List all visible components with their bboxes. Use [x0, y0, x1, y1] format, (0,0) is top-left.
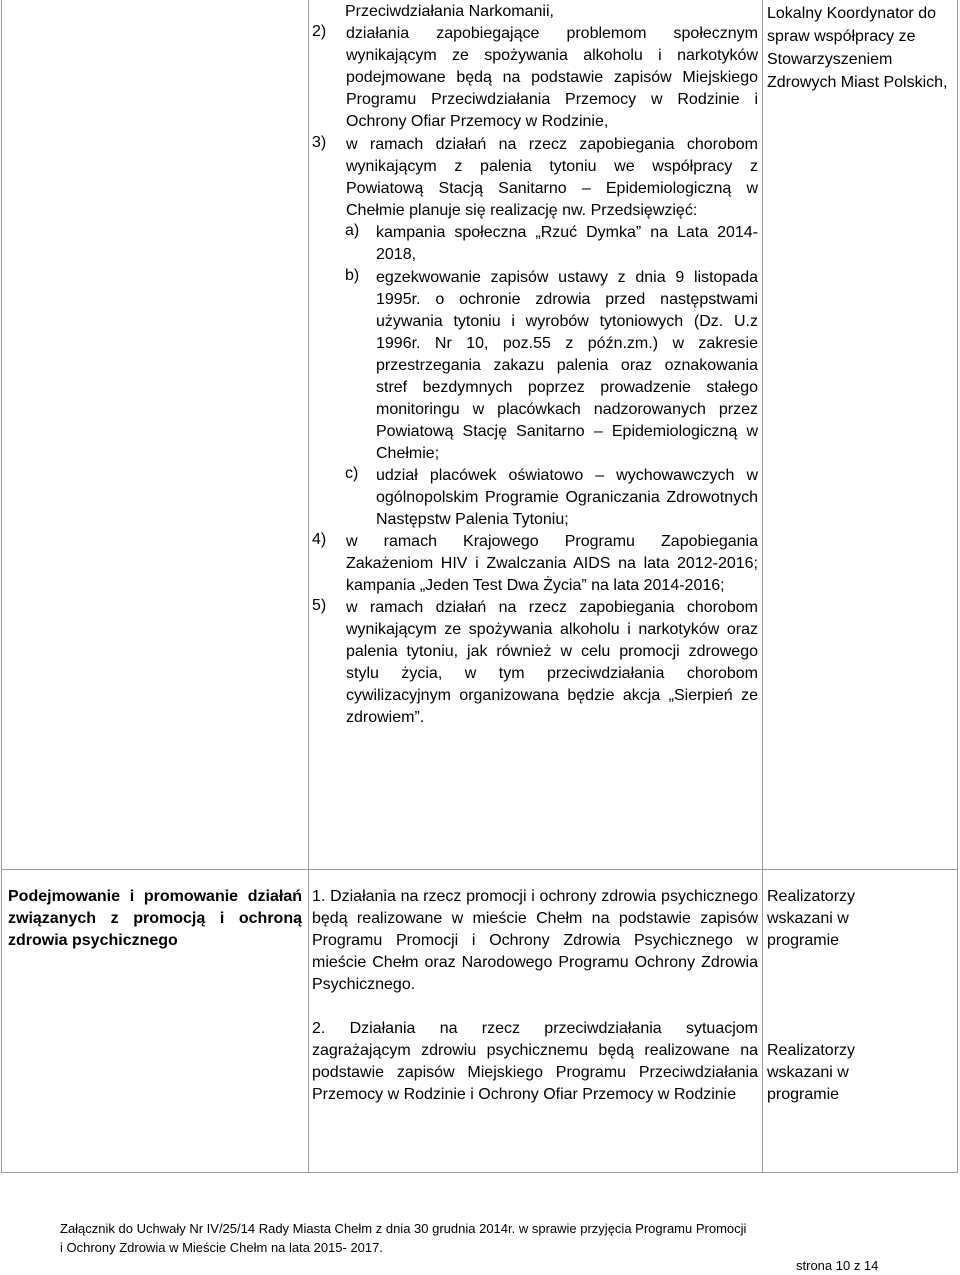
- table-divider-2: [762, 0, 763, 1173]
- task-name-cell: [8, 886, 302, 952]
- list-item-3c: [312, 465, 758, 531]
- top-row-activities: [312, 1, 758, 729]
- list-text: egzekwowanie zapisów ustawy z dnia 9 listopada 1995r. o ochronie zdrowia przed następstwami używania tytoniu i wyrobów tytoniowych (Dz. U.z 1996r. Nr 10, poz.55 z późn.zm.) w zakresie przestrzegania zakazu palenia oraz oznakowania stref bezdymnych poprzez prowadzenie stałego monitoringu w placówkach nadzorowanych przez Powiatową Stację Sanitarno – Epidemiologiczną w Chełmie;: [376, 269, 758, 462]
- list-item-3a: [312, 222, 758, 266]
- list-item-2: [312, 23, 758, 133]
- bottom-row-activities: [312, 886, 758, 1106]
- footer-line-1: Załącznik do Uchwały Nr IV/25/14 Rady Miasta Chełm z dnia 30 grudnia 2014r. w sprawie przyjęcia Programu Promocji: [60, 1221, 747, 1236]
- list-number: 4): [312, 531, 327, 548]
- list-letter: b): [345, 267, 360, 284]
- list-item-4: [312, 531, 758, 597]
- list-intro: Przeciwdziałania Narkomanii,: [345, 3, 554, 20]
- list-number: 5): [312, 597, 327, 614]
- bottom-row-responsible: [767, 886, 917, 1106]
- list-letter: a): [345, 222, 360, 239]
- responsible-text-1: Realizatorzy wskazani w programie: [767, 888, 856, 949]
- activity-paragraph-1: 1. Działania na rzecz promocji i ochrony zdrowia psychicznego będą realizowane w mieście Chełm na podstawie zapisów Programu Promocji i Ochrony Zdrowia Psychicznego w mieście Chełm oraz Narodowego Programu Ochrony Zdrowia Psychicznego.: [312, 888, 758, 993]
- list-item-5: [312, 597, 758, 729]
- list-text: w ramach działań na rzecz zapobiegania chorobom wynikającym ze spożywania alkoholu i narkotyków oraz palenia tytoniu, jak również w celu promocji zdrowego stylu życia, w tym przeciwdziałania chorobom cywilizacyjnym organizowana będzie akcja „Sierpień ze zdrowiem”.: [346, 599, 758, 726]
- footer: [60, 1219, 940, 1257]
- responsible-text-2: Realizatorzy wskazani w programie: [767, 1042, 856, 1103]
- table-border-bottom: [1, 1172, 958, 1173]
- list-text: udział placówek oświatowo – wychowawczych w ogólnopolskim Programie Ograniczania Zdrowotnych Następstw Palenia Tytoniu;: [376, 467, 758, 528]
- list-item-3b: [312, 267, 758, 465]
- list-number: 2): [312, 23, 327, 40]
- activity-paragraph-2: 2. Działania na rzecz przeciwdziałania sytuacjom zagrażającym zdrowiu psychicznemu będą realizowane na podstawie zapisów Miejskiego Programu Przeciwdziałania Przemocy w Rodzinie i Ochrony Ofiar Przemocy w Rodzinie: [312, 1020, 758, 1103]
- footer-line-2: i Ochrony Zdrowia w Mieście Chełm na lata 2015- 2017.: [60, 1240, 383, 1255]
- list-text: w ramach Krajowego Programu Zapobiegania Zakażeniom HIV i Zwalczania AIDS na lata 2012-2016; kampania „Jeden Test Dwa Życia” na lata 2014-2016;: [346, 533, 758, 594]
- list-text: w ramach działań na rzecz zapobiegania chorobom wynikającym z palenia tytoniu we współpracy z Powiatową Stacją Sanitarno – Epidemiologiczną w Chełmie planuje się realizację nw. Przedsięwzięć:: [346, 136, 758, 219]
- table-border-left: [1, 0, 2, 1173]
- responsible-text: Lokalny Koordynator do spraw współpracy ze Stowarzyszeniem Zdrowych Miast Polskich,: [767, 5, 948, 91]
- page-number: strona 10 z 14: [796, 1258, 879, 1273]
- top-row-responsible: [767, 2, 955, 94]
- task-name: Podejmowanie i promowanie działań związanych z promocją i ochroną zdrowia psychicznego: [8, 888, 302, 949]
- row-separator: [1, 869, 958, 870]
- list-text: działania zapobiegające problemom społecznym wynikającym ze spożywania alkoholu i narkotyków podejmowane będą na podstawie zapisów Miejskiego Programu Przeciwdziałania Przemocy w Rodzinie i Ochrony Ofiar Przemocy w Rodzinie,: [346, 25, 758, 130]
- list-letter: c): [345, 465, 359, 482]
- table-divider-1: [308, 0, 309, 1173]
- table-border-right: [957, 0, 958, 1173]
- list-item-3: [312, 134, 758, 222]
- list-text: kampania społeczna „Rzuć Dymka” na Lata 2014-2018,: [376, 224, 758, 263]
- list-number: 3): [312, 134, 327, 151]
